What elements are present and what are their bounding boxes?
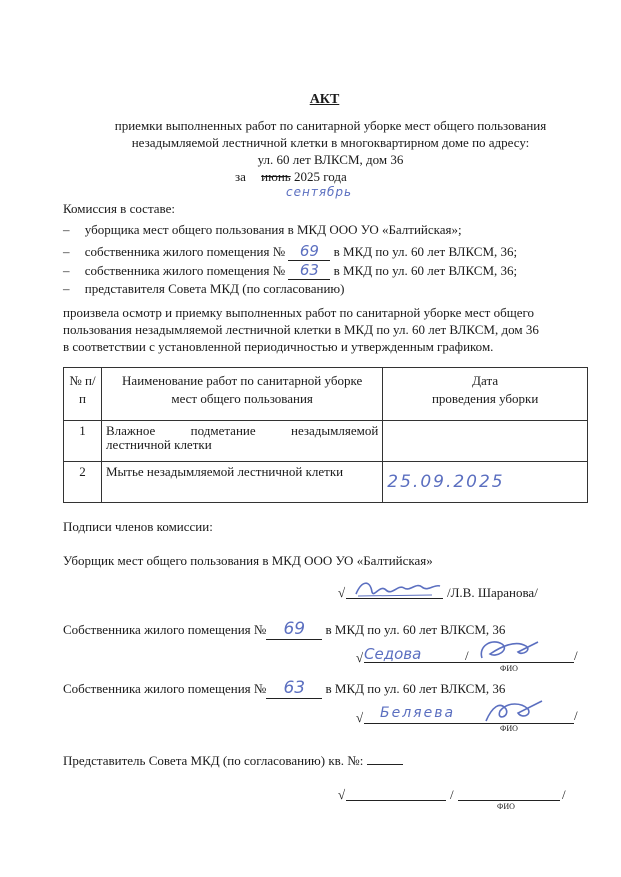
commission-member-council: – представителя Совета МКД (по согласованию) (63, 281, 345, 296)
subtitle-line3: ул. 60 лет ВЛКСМ, дом 36 (257, 152, 404, 167)
signatures-heading: Подписи членов комиссии: (63, 519, 213, 534)
subtitle-line1: приемки выполненных работ по санитарной уборке мест общего пользования (114, 118, 547, 133)
commission-member-owner-2: – собственника жилого помещения № 63 в МКД по ул. 60 лет ВЛКСМ, 36; (63, 261, 518, 279)
commission-label: Комиссия в составе: (63, 201, 175, 216)
owner-1-fio-caption: ФИО (500, 664, 518, 673)
owner-1-surname: Седова (364, 645, 422, 663)
table-header-row (64, 368, 588, 421)
table-row (64, 462, 588, 503)
header-date: Дата проведения уборки (383, 368, 588, 421)
owner-2-fio-caption: ФИО (500, 724, 518, 733)
statement-line2: пользования незадымляемой лестничной клетки в МКД по ул. 60 лет ВЛКСМ, дом 36 (63, 322, 539, 337)
owner-1-label: Собственника жилого помещения № 69 в МКД по ул. 60 лет ВЛКСМ, 36 (63, 619, 506, 639)
cleaner-check-mark: √ (338, 585, 346, 600)
owner-1-apartment-number: 69 (299, 242, 319, 260)
table-row (64, 421, 588, 462)
row-date (383, 462, 588, 503)
row-number: 1 (64, 421, 102, 462)
council-signature-line (346, 800, 446, 801)
owner-2-label: Собственника жилого помещения № 63 в МКД по ул. 60 лет ВЛКСМ, 36 (63, 678, 506, 698)
owner-1-sign-number: 69 (283, 619, 306, 639)
cleaner-signature-graphic (352, 578, 444, 600)
owner-1-signature-graphic (472, 636, 544, 664)
council-label: Представитель Совета МКД (по согласованию) кв. №: (63, 753, 403, 769)
council-check-mark: √ (338, 787, 346, 802)
owner-1-check-mark: √ (356, 650, 364, 665)
period-month-handwritten: сентябрь (286, 185, 353, 199)
period-prefix: за (235, 169, 246, 184)
period-suffix: 2025 года (293, 169, 347, 184)
row-date (383, 421, 588, 462)
row-work-name: Мытье незадымляемой лестничной клетки (101, 462, 382, 503)
cleaner-label: Уборщик мест общего пользования в МКД ООО УО «Балтийская» (63, 553, 433, 568)
statement-line1: произвела осмотр и приемку выполненных работ по санитарной уборке мест общего (63, 305, 535, 320)
row-number: 2 (64, 462, 102, 503)
subtitle-line2: незадымляемой лестничной клетки в многоквартирном доме по адресу: (131, 135, 530, 150)
works-table (63, 367, 588, 503)
commission-member-owner-1: – собственника жилого помещения № 69 в МКД по ул. 60 лет ВЛКСМ, 36; (63, 242, 518, 260)
header-number: № п/п (64, 368, 102, 421)
cleaner-name: /Л.В. Шаранова/ (447, 585, 538, 600)
council-apartment-number-blank (367, 764, 403, 765)
owner-2-apartment-number: 63 (299, 261, 319, 279)
report-period (235, 169, 347, 185)
statement-line3: в соответствии с установленной периодичностью и утвержденным графиком. (63, 339, 494, 354)
owner-2-surname: Беляева (380, 705, 456, 721)
cleaning-date-handwritten: 25.09.2025 (387, 471, 505, 492)
council-name-line (458, 800, 560, 801)
council-fio-caption: ФИО (497, 802, 515, 811)
owner-2-check-mark: √ (356, 710, 364, 725)
row-work-name: Влажное подметание незадымляемой лестничной клетки (101, 421, 382, 462)
header-work-name: Наименование работ по санитарной уборке мест общего пользования (101, 368, 382, 421)
document-title: АКТ (309, 92, 340, 107)
owner-2-sign-number: 63 (283, 678, 306, 698)
commission-member-cleaner: – уборщика мест общего пользования в МКД ООО УО «Балтийская»; (63, 222, 462, 237)
period-month-struck: июнь (261, 169, 291, 184)
owner-2-signature-graphic (478, 697, 548, 727)
